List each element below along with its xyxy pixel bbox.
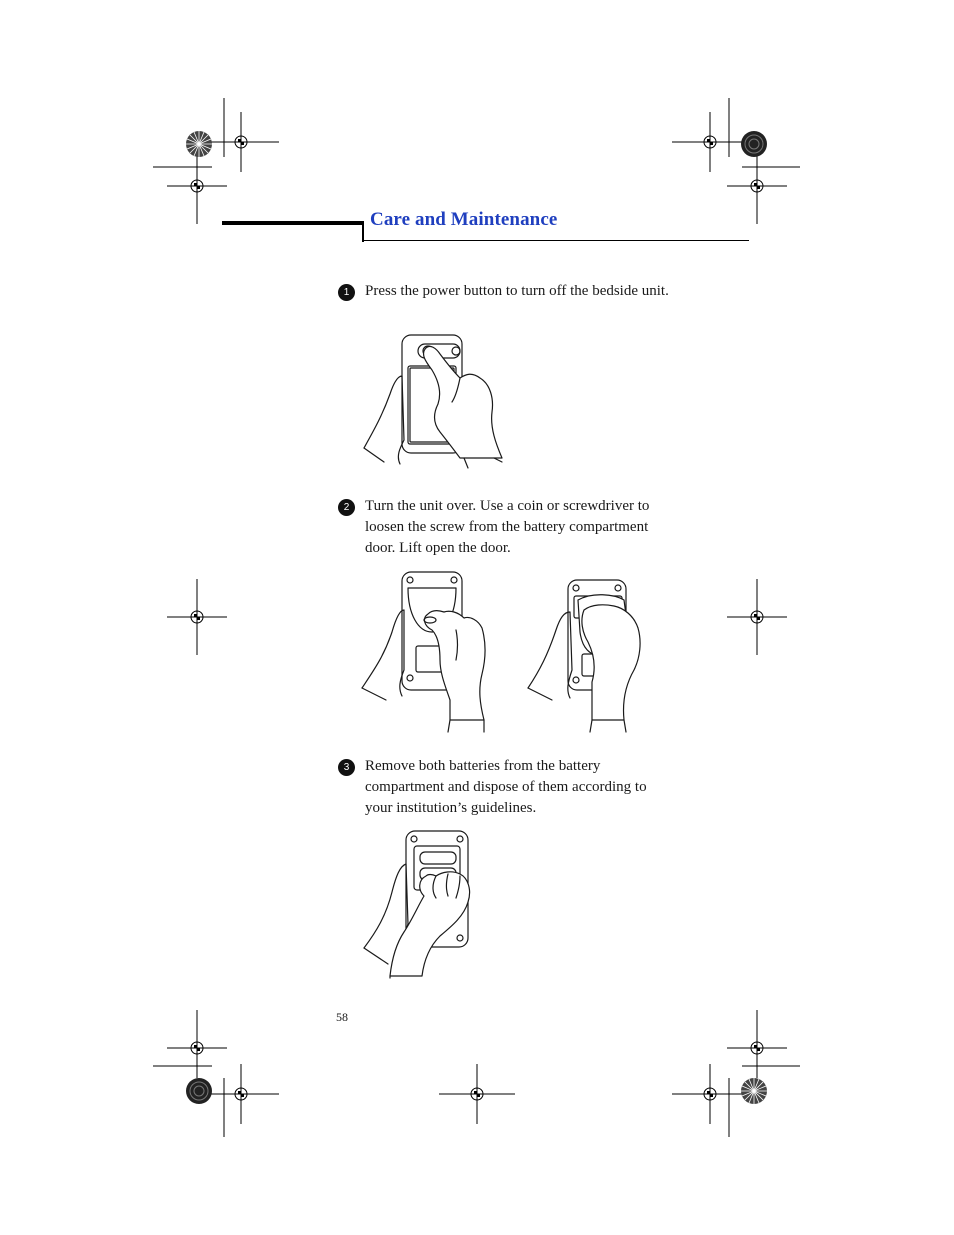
step-3-text: Remove both batteries from the battery compartment and dispose of them according to your institution’s guidelines. bbox=[365, 758, 647, 816]
step-1-number: 1 bbox=[338, 284, 355, 301]
step-2-text: Turn the unit over. Use a coin or screwdriver to loosen the screw from the battery compartment door. Lift open the door. bbox=[365, 498, 650, 556]
lifting-battery-door-icon bbox=[522, 570, 652, 735]
section-title: Care and Maintenance bbox=[370, 209, 558, 230]
header-rule-corner bbox=[362, 221, 364, 242]
header-rule-thick bbox=[222, 221, 364, 225]
coin-loosening-screw-icon bbox=[358, 570, 498, 735]
step-1-text: Press the power button to turn off the bedside unit. bbox=[365, 283, 669, 299]
step-2-number: 2 bbox=[338, 499, 355, 516]
page-number: 58 bbox=[336, 1010, 348, 1024]
header-rule-thin bbox=[362, 240, 749, 241]
hand-pressing-power-button-icon bbox=[360, 332, 510, 472]
removing-batteries-icon bbox=[360, 828, 490, 980]
step-3-number: 3 bbox=[338, 759, 355, 776]
